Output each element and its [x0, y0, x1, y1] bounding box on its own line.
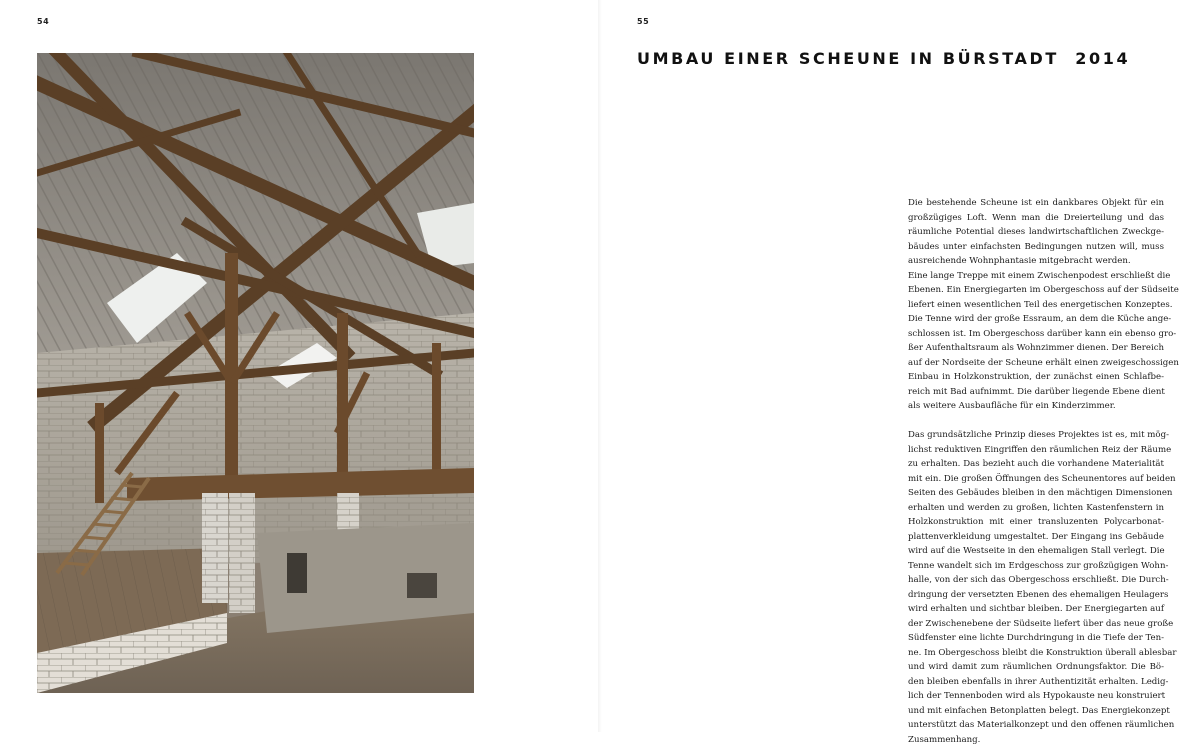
text-line: Tenne wandelt sich im Erdgeschoss zur großzügigen Wohn-	[908, 559, 1164, 574]
text-line: wird auf die Westseite in den ehemaligen Stall verlegt. Die	[908, 544, 1164, 559]
text-line: wird erhalten und sichtbar bleiben. Der Energiegarten auf	[908, 602, 1164, 617]
article-paragraph-2	[908, 428, 1164, 747]
text-line: zu erhalten. Das bezieht auch die vorhandene Materialität	[908, 457, 1164, 472]
text-line: Holzkonstruktion mit einer transluzenten Polycarbonat-	[908, 515, 1164, 530]
text-line: unterstützt das Materialkonzept und den offenen räumlichen	[908, 718, 1164, 733]
text-line: Das grundsätzliche Prinzip dieses Projektes ist es, mit mög-	[908, 428, 1164, 443]
spread-gutter	[598, 0, 602, 732]
text-line: ßer Aufenthaltsraum als Wohnzimmer dienen. Der Bereich	[908, 341, 1164, 356]
text-line: den bleiben ebenfalls in ihrer Authentizität erhalten. Ledig-	[908, 675, 1164, 690]
text-line: erhalten und werden zu großen, lichten Kastenfenstern in	[908, 501, 1164, 516]
left-page-number: 54	[37, 17, 49, 26]
text-line: ne. Im Obergeschoss bleibt die Konstruktion überall ablesbar	[908, 646, 1164, 661]
text-line: halle, von der sich das Obergeschoss erschließt. Die Durch-	[908, 573, 1164, 588]
text-line: Zusammenhang.	[908, 733, 1164, 747]
text-line: dringung der versetzten Ebenen des ehemaligen Heulagers	[908, 588, 1164, 603]
text-line: Die Tenne wird der große Essraum, an dem die Küche ange-	[908, 312, 1164, 327]
text-line: plattenverkleidung umgestaltet. Der Eingang ins Gebäude	[908, 530, 1164, 545]
barn-interior-photo	[37, 53, 474, 693]
text-line: Einbau in Holzkonstruktion, der zunächst einen Schlafbe-	[908, 370, 1164, 385]
text-line: der Zwischenebene der Südseite liefert über das neue große	[908, 617, 1164, 632]
text-line: schlossen ist. Im Obergeschoss darüber kann ein ebenso gro-	[908, 327, 1164, 342]
barn-interior-illustration	[37, 53, 474, 693]
text-line: großzügiges Loft. Wenn man die Dreierteilung und das	[908, 211, 1164, 226]
text-line: räumliche Potential dieses landwirtschaftlichen Zweckge-	[908, 225, 1164, 240]
text-line: Seiten des Gebäudes bleiben in den mächtigen Dimensionen	[908, 486, 1164, 501]
text-line: Eine lange Treppe mit einem Zwischenpodest erschließt die	[908, 269, 1164, 284]
text-line: als weitere Ausbaufläche für ein Kinderzimmer.	[908, 399, 1164, 414]
text-line: lich der Tennenboden wird als Hypokauste neu konstruiert	[908, 689, 1164, 704]
article-body	[908, 196, 1164, 747]
text-line: und wird damit zum räumlichen Ordnungsfaktor. Die Bö-	[908, 660, 1164, 675]
text-line: Die bestehende Scheune ist ein dankbares Objekt für ein	[908, 196, 1164, 211]
text-line: reich mit Bad aufnimmt. Die darüber liegende Ebene dient	[908, 385, 1164, 400]
text-line: Ebenen. Ein Energiegarten im Obergeschoss auf der Südseite	[908, 283, 1164, 298]
text-line: auf der Nordseite der Scheune erhält einen zweigeschossigen	[908, 356, 1164, 371]
text-line: liefert einen wesentlichen Teil des energetischen Konzeptes.	[908, 298, 1164, 313]
text-line: bäudes unter einfachsten Bedingungen nutzen will, muss	[908, 240, 1164, 255]
text-line: Südfenster eine lichte Durchdringung in die Tiefe der Ten-	[908, 631, 1164, 646]
text-line: mit ein. Die großen Öffnungen des Scheunentores auf beiden	[908, 472, 1164, 487]
text-line: lichst reduktiven Eingriffen den räumlichen Reiz der Räume	[908, 443, 1164, 458]
right-page-number: 55	[637, 17, 649, 26]
article-title: UMBAU EINER SCHEUNE IN BÜRSTADT 2014	[637, 49, 1130, 68]
text-line: und mit einfachen Betonplatten belegt. Das Energiekonzept	[908, 704, 1164, 719]
article-paragraph-1	[908, 196, 1164, 414]
text-line: ausreichende Wohnphantasie mitgebracht werden.	[908, 254, 1164, 269]
